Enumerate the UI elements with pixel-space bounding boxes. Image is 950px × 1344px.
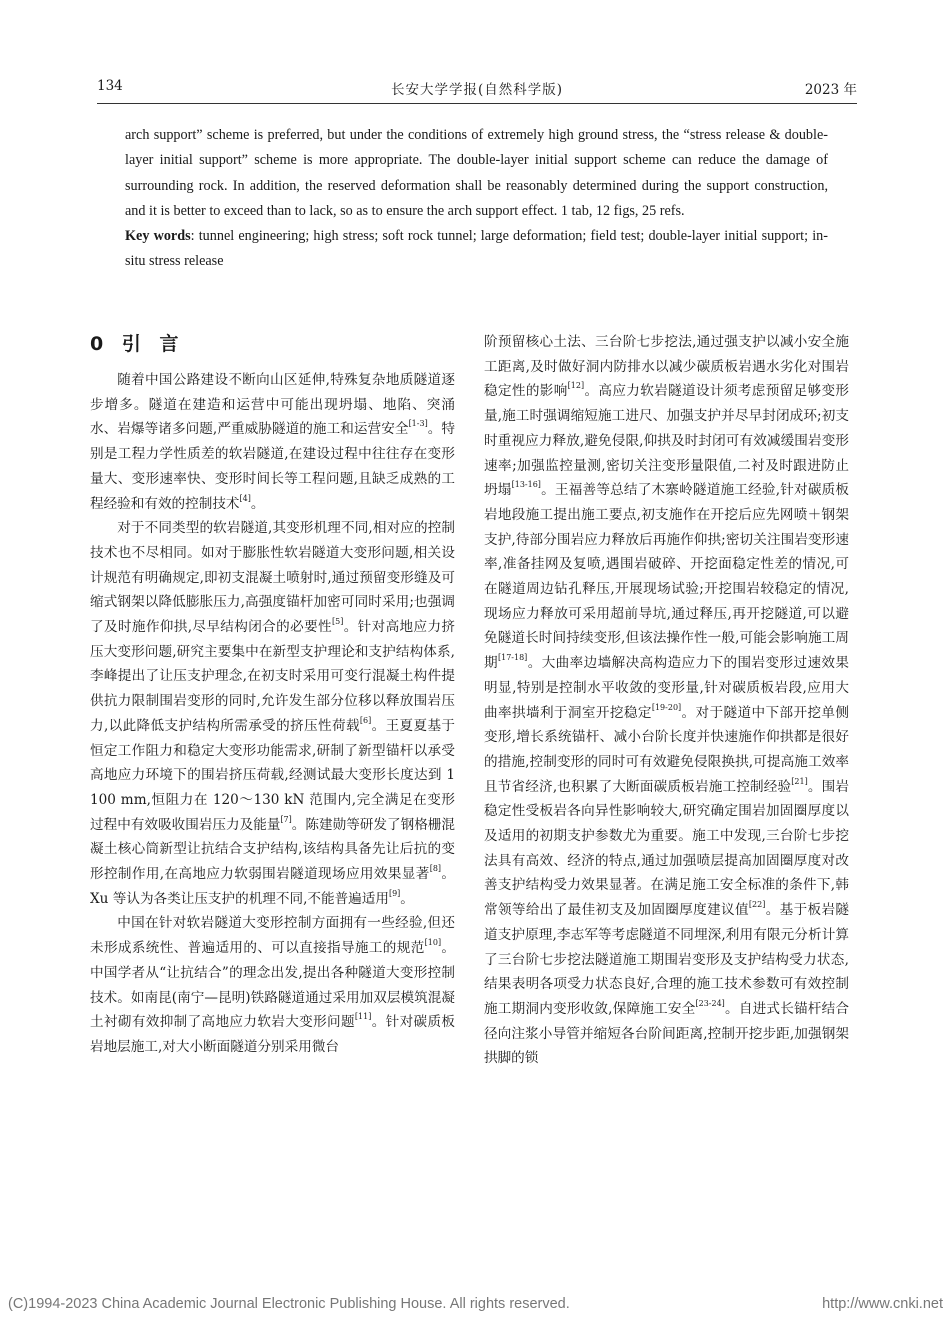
citation: [6] xyxy=(359,715,372,725)
keywords-label: Key words xyxy=(125,228,191,245)
citation: [4] xyxy=(239,493,251,503)
citation: [12] xyxy=(567,381,585,391)
citation: [7] xyxy=(280,814,292,824)
page-number: 134 xyxy=(97,78,123,94)
keywords-text: : tunnel engineering; high stress; soft rock tunnel; large deformation; field test; double-layer initial support; in-situ stress release xyxy=(125,228,828,270)
paragraph: 对于不同类型的软岩隧道,其变形机理不同,相对应的控制技术也不尽相同。如对于膨胀性软岩隧道大变形问题,相关设计规范有明确规定,即初支混凝土喷射时,通过预留变形缝及可缩式钢架以降低膨胀压力,高强度锚杆加密可同时采用;也强调了及时施作仰拱,尽早结构闭合的必要性[5]。针对高地应力挤压大变形问题,研究主要集中在新型支护理论和支护结构体系,李峰提出了让压支护理念,在初支时采用可变行混凝土构件提供抗力限制围岩变形的同时,允许发生部分位移以释放围岩压力,以此降低支护结构所需承受的挤压性荷载[6]。王夏夏基于恒定工作阻力和稳定大变形功能需求,研制了新型锚杆以承受高地应力环境下的围岩挤压荷载,经测试最大变形长度达到 1 100 mm,恒阻力在 120～130 kN 范围内,完全满足在变形过程中有效吸收围岩压力及能量[7]。陈建勋等研发了钢格栅混凝土核心筒新型让抗结合支护结构,该结构具备先让后抗的变形控制作用,在高地应力软弱围岩隧道现场应用效果显著[8]。Xu 等认为各类让压支护的机理不同,不能普遍适用[9]。 xyxy=(90,520,456,907)
citation: [9] xyxy=(388,888,401,898)
paragraph: 随着中国公路建设不断向山区延伸,特殊复杂地质隧道逐步增多。隧道在建造和运营中可能出现坍塌、地陷、突涌水、岩爆等诸多问题,严重威胁隧道的施工和运营安全[1-3]。特别是工程力学性质差的软岩隧道,在建设过程中往往存在变形量大、变形速率快、变形时间长等工程问题,且缺乏成熟的工程经验和有效的控制技术[4]。 xyxy=(90,372,456,512)
citation: [19-20] xyxy=(651,702,682,712)
citation: [5] xyxy=(331,617,344,627)
section-heading: 0 引 言 xyxy=(90,333,185,355)
paragraph: 阶预留核心土法、三台阶七步挖法,通过强支护以减小安全施工距离,及时做好洞内防排水以减少碳质板岩遇水劣化对围岩稳定性的影响[12]。高应力软岩隧道设计须考虑预留足够变形量,施工时强调缩短施工进尺、加强支护并尽早封闭成环;初支时重视应力释放,避免侵限,仰拱及时封闭可有效减缓围岩变形速率;加强监控量测,密切关注变形量限值,二衬及时跟进防止坍塌[13-16]。王福善等总结了木寨岭隧道施工经验,针对碳质板岩地段施工提出施工要点,初支施作在开挖后应先网喷＋钢架支护,待部分围岩应力释放后再施作仰拱;密切关注围岩变形速率,准备挂网及复喷,遇围岩破碎、开挖面稳定性差的情况,可在隧道周边钻孔释压,开展现场试验;开挖围岩较稳定的情况,现场应力释放可采用超前导坑,通过释压,再开挖隧道,可以避免隧道长时间持续变形,但该法操作性一般,可能会影响施工周期[17-18]。大曲率边墙解决高构造应力下的围岩变形过速效果明显,特别是控制水平收敛的变形量,针对碳质板岩段,应用大曲率拱墙利于洞室开挖稳定[19-20]。对于隧道中下部开挖单侧变形,增长系统锚杆、减小台阶长度并快速施作仰拱都是很好的措施,控制变形的同时可有效避免侵限换拱,可提高施工效率且节省经济,也积累了大断面碳质板岩施工控制经验[21]。围岩稳定性受板岩各向异性影响较大,研究确定围岩加固圈厚度以及适用的初期支护参数尤为重要。施工中发现,三台阶七步挖法具有高效、经济的特点,通过加强喷层提高加固圈厚度对改善支护结构受力效果显著。在满足施工安全标准的条件下,韩常领等给出了最佳初支及加固圈厚度建议值[22]。基于板岩隧道支护原理,李志军等考虑隧道不同埋深,利用有限元分析计算了三台阶七步挖法隧道施工期围岩变形及支护结构受力状态,结果表明各项受力状态良好,合理的施工技术参数可有效控制施工期洞内变形收敛,保障施工安全[23-24]。自进式长锚杆结合径向注浆小导管并缩短各台阶间距离,控制开挖步距,加强钢架拱脚的锁 xyxy=(484,334,850,1067)
abstract-text: arch support” scheme is preferred, but under the conditions of extremely high ground stress, the “stress release & double-layer initial support” scheme is more appropriate. The double-layer initial support scheme can reduce the damage of surrounding rock. In addition, the reserved deformation shall be reasonably determined during the support construction, and it is better to exceed than to lack, so as to ensure the arch support effect. 1 tab, 12 figs, 25 refs. xyxy=(125,127,828,219)
copyright-notice: (C)1994-2023 China Academic Journal Electronic Publishing House. All rights reserved. xyxy=(8,1296,570,1312)
publication-year: 2023 年 xyxy=(804,82,857,98)
citation: [11] xyxy=(354,1012,372,1022)
footer-url: http://www.cnki.net xyxy=(822,1296,943,1312)
citation: [1-3] xyxy=(408,419,428,429)
english-abstract xyxy=(125,123,828,275)
right-column xyxy=(484,330,849,1071)
citation: [8] xyxy=(429,864,442,874)
paragraph: 中国在针对软岩隧道大变形控制方面拥有一些经验,但还未形成系统性、普遍适用的、可以直接指导施工的规范[10]。中国学者从“让抗结合”的理念出发,提出各种隧道大变形控制技术。如南昆(南宁—昆明)铁路隧道通过采用加双层模筑混凝土衬砌有效抑制了高地应力软岩大变形问题[11]。针对碳质板岩地层施工,对大小断面隧道分别采用微台 xyxy=(90,915,456,1055)
keywords xyxy=(125,224,828,275)
left-column xyxy=(90,330,455,1060)
citation: [22] xyxy=(748,900,766,910)
running-header xyxy=(97,78,857,102)
citation: [21] xyxy=(791,776,808,786)
footer xyxy=(8,1296,943,1312)
header-rule xyxy=(97,103,857,104)
citation: [23-24] xyxy=(695,998,725,1008)
citation: [10] xyxy=(424,938,442,948)
citation: [13-16] xyxy=(511,480,541,490)
citation: [17-18] xyxy=(498,653,528,663)
journal-title: 长安大学学报(自然科学版) xyxy=(390,82,564,98)
